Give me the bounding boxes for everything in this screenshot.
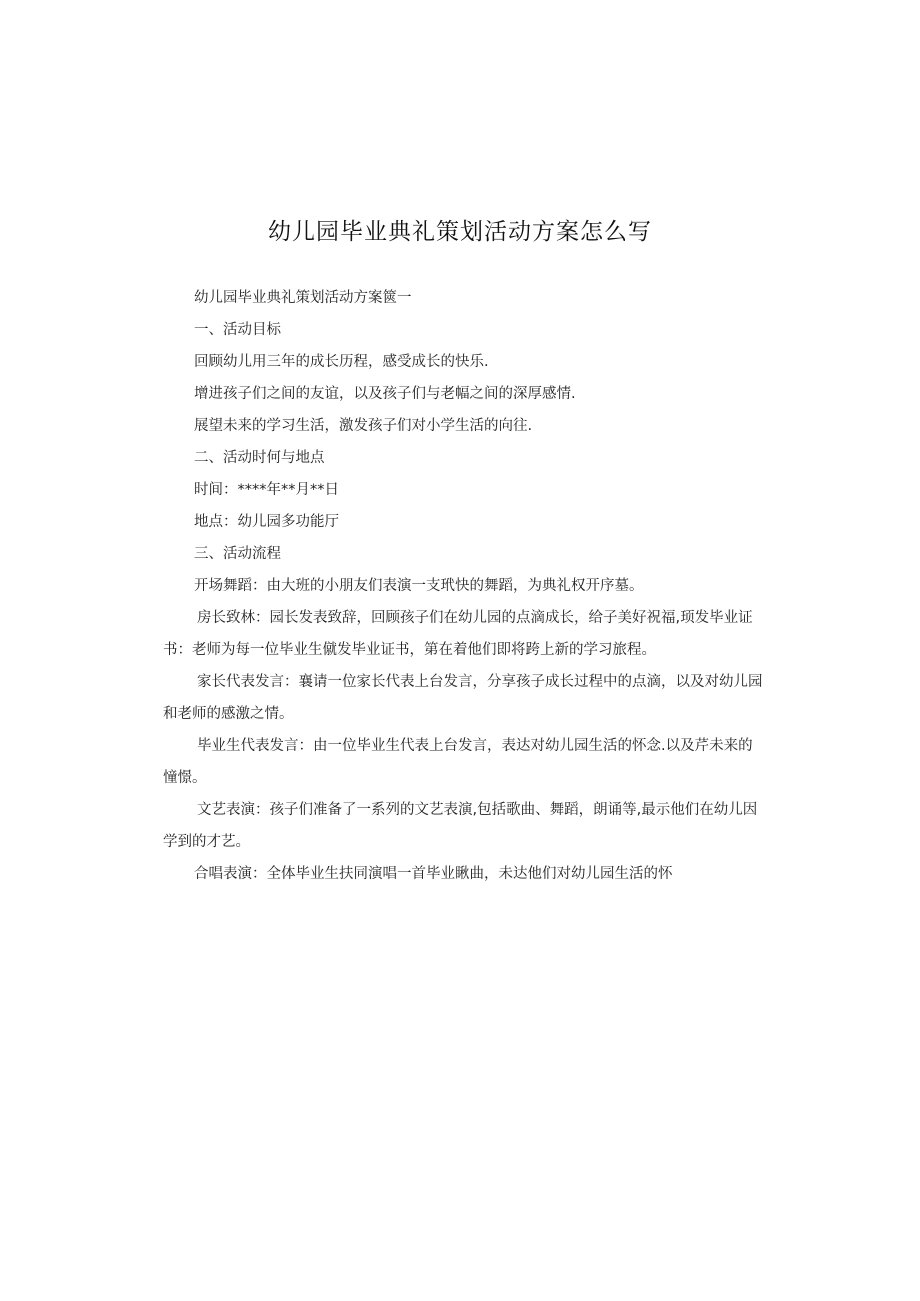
flow-item: 文艺表演：孩子们准备了一系列的文艺表演,包括歌曲、舞蹈，朗诵等,最示他们在幼儿因学到的才艺。 [163,802,758,850]
section-heading-time-place: 二、活动时何与地点 [194,450,325,466]
document-title: 幼儿园毕业典礼策划活动方案怎么写 [268,219,652,245]
section-heading-flow: 三、活动流程 [194,546,281,562]
document-body [163,282,763,890]
goal-item: 回顾幼儿用三年的成长历程，感受成长的快乐. [194,354,489,370]
flow-item: 家长代表发言：襄请一位家长代表上台发言，分享孩子成长过程中的点滴，以及对幼儿园和老师的感激之情。 [163,674,763,722]
place-line: 地点：幼儿园多功能厅 [194,514,339,530]
flow-item: 开场舞蹈：由大班的小朋友们表演一支玳快的舞蹈，为典礼权开序墓。 [194,578,644,594]
document-subtitle: 幼儿园毕业典礼策划活动方案篋一 [194,290,412,306]
flow-item: 毕业生代表发言：由一位毕业生代表上台发言，表达对幼儿园生活的怀念.以及芹未来的憧憬。 [163,738,753,786]
flow-item: 合唱表演：全体毕业生扶同演唱一首毕业瞅曲，未达他们对幼儿园生活的怀 [194,866,673,882]
goal-item: 增进孩子们之间的友谊，以及孩子们与老幅之间的深厚感情. [194,386,576,402]
section-heading-goals: 一、活动目标 [194,322,281,338]
time-line: 时间：****年**月**日 [194,482,339,498]
flow-item: 房长致林：园长发表致辞，回顾孩子们在幼儿园的点滴成长，给子美好祝福,顼发毕业证书：老师为每一位毕业生僦发毕业证书，第在着他们即将跨上新的学习旅程。 [163,610,753,658]
goal-item: 展望未来的学习生活，激发孩子们对小学生活的向往. [194,418,533,434]
